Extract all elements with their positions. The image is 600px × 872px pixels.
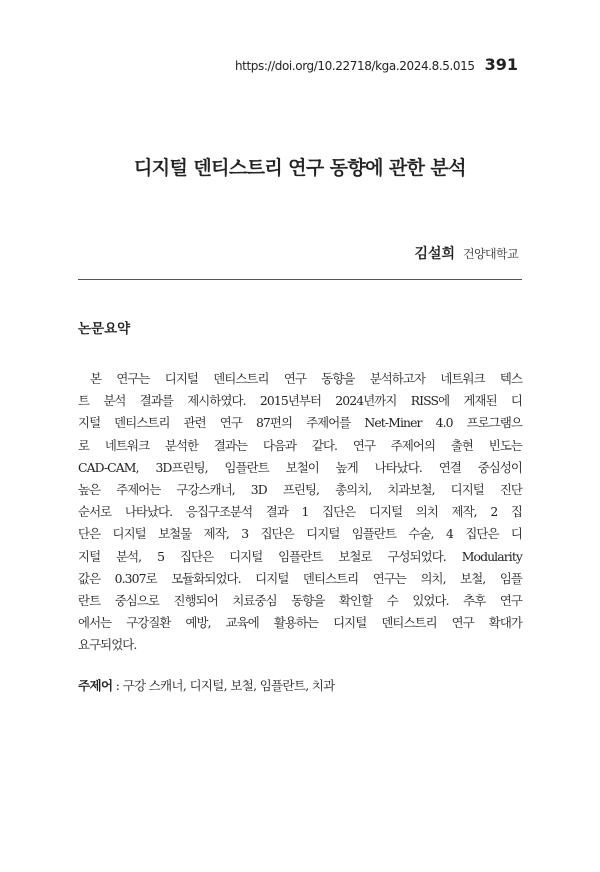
page-header: [235, 55, 518, 74]
abstract-line: 트 분석 결과를 제시하였다. 2015년부터 2024년까지 RISS에 게재된 디: [78, 393, 522, 409]
abstract-line: 에서는 구강질환 예방, 교육에 활용하는 디지털 덴티스트리 연구 확대가: [78, 615, 522, 631]
abstract-line: 높은 주제어는 구강스캐너, 3D 프린팅, 총의치, 치과보철, 디지털 진단: [78, 481, 522, 497]
abstract-line: 순서로 나타났다. 응집구조분석 결과 1 집단은 디지털 의치 제작, 2 집: [78, 504, 522, 520]
abstract-line: CAD-CAM, 3D프린팅, 임플란트 보철이 높게 나타났다. 연결 중심성이: [78, 459, 522, 475]
author-line: [414, 243, 518, 263]
page-number: 391: [484, 55, 518, 74]
keywords-text: 구강 스캐너, 디지털, 보철, 임플란트, 치과: [122, 678, 335, 693]
abstract-line: 로 네트워크 분석한 결과는 다음과 같다. 연구 주제어의 출현 빈도는: [78, 437, 522, 453]
keywords: [78, 676, 335, 694]
paper-title: 디지털 덴티스트리 연구 동향에 관한 분석: [134, 157, 466, 179]
abstract-heading: 논문요약: [78, 321, 131, 337]
abstract-line: 값은 0.307로 모듈화되었다. 디지털 덴티스트리 연구는 의치, 보철, 임플: [78, 570, 522, 586]
title-divider: [78, 279, 522, 280]
doi-link[interactable]: https://doi.org/10.22718/kga.2024.8.5.015: [234, 59, 475, 73]
abstract-line: 지털 분석, 5 집단은 디지털 임플란트 보철로 구성되었다. Modularity: [78, 548, 522, 564]
abstract-line: 지털 덴티스트리 관련 연구 87편의 주제어를 Net-Miner 4.0 프로그램으: [78, 415, 522, 431]
abstract-line: 단은 디지털 보철물 제작, 3 집단은 디지털 임플란트 수술, 4 집단은 디: [78, 526, 522, 542]
keywords-label: 주제어: [78, 678, 113, 693]
author-affiliation: 건양대학교: [463, 247, 518, 261]
keywords-separator: :: [115, 678, 120, 693]
author-name: 김설희: [414, 246, 456, 262]
abstract-line: 본 연구는 디지털 덴티스트리 연구 동향을 분석하고자 네트워크 텍스: [90, 371, 522, 386]
abstract-line: 란트 중심으로 진행되어 치료중심 동향을 확인할 수 있었다. 추후 연구: [78, 592, 522, 608]
abstract-body: [78, 368, 522, 656]
abstract-line: 요구되었다.: [78, 637, 137, 653]
